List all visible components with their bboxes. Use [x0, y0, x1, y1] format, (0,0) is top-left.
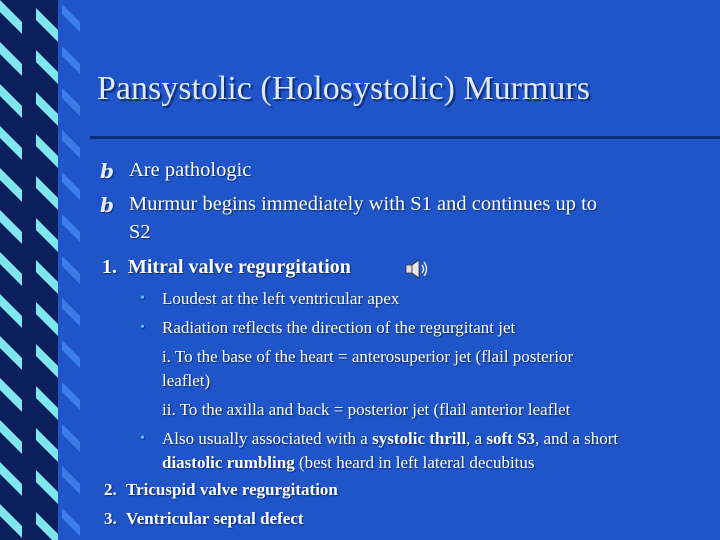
- subbullet-text: (best heard in left lateral decubitus: [294, 453, 535, 472]
- item-vsd: [104, 509, 304, 529]
- bold-term: diastolic rumbling: [162, 453, 295, 472]
- subbullet-text: Also usually associated with a systolic thrill, a soft S3, and a short: [162, 429, 619, 448]
- item-number: 3.: [104, 509, 117, 528]
- roman-item-i-cont: [162, 370, 210, 392]
- side-band-pattern: [0, 0, 90, 540]
- bullet-text-continuation: S2: [129, 221, 151, 243]
- bullet-text: Murmur begins immediately with S1 and continues up to: [129, 193, 598, 215]
- title-divider: [90, 136, 720, 139]
- bullet-dot-icon: •: [140, 291, 145, 306]
- subbullet-text: Radiation reflects the direction of the regurgitant jet: [162, 318, 516, 337]
- bullet-dot-icon: •: [140, 431, 145, 446]
- slide-title: Pansystolic (Holosystolic) Murmurs: [97, 70, 590, 107]
- item-number: 2.: [104, 480, 117, 499]
- roman-item-ii: [162, 399, 570, 421]
- item-text: Mitral valve regurgitation: [128, 256, 351, 278]
- speaker-icon[interactable]: [404, 257, 430, 281]
- roman-item-text: leaflet): [162, 371, 211, 390]
- bullet-marker-icon: b: [100, 159, 114, 183]
- item-tricuspid: [104, 480, 338, 500]
- bullet-dot-icon: •: [140, 320, 145, 335]
- roman-item-text: ii. To the axilla and back = posterior jet (flail anterior leaflet: [162, 400, 571, 419]
- roman-item-text: i. To the base of the heart = anterosuperior jet (flail posterior: [162, 347, 574, 366]
- decorative-side-band: [0, 0, 90, 540]
- roman-item-i: [162, 346, 573, 368]
- subbullet-text: Loudest at the left ventricular apex: [162, 289, 400, 308]
- item-text: Ventricular septal defect: [126, 509, 304, 528]
- item-text: Tricuspid valve regurgitation: [126, 480, 338, 499]
- subbullet-associated-cont: [162, 452, 535, 474]
- item-number: 1.: [102, 256, 117, 278]
- bullet-text: Are pathologic: [129, 159, 252, 181]
- bullet-marker-icon: b: [100, 193, 114, 217]
- item-mitral: [102, 256, 351, 279]
